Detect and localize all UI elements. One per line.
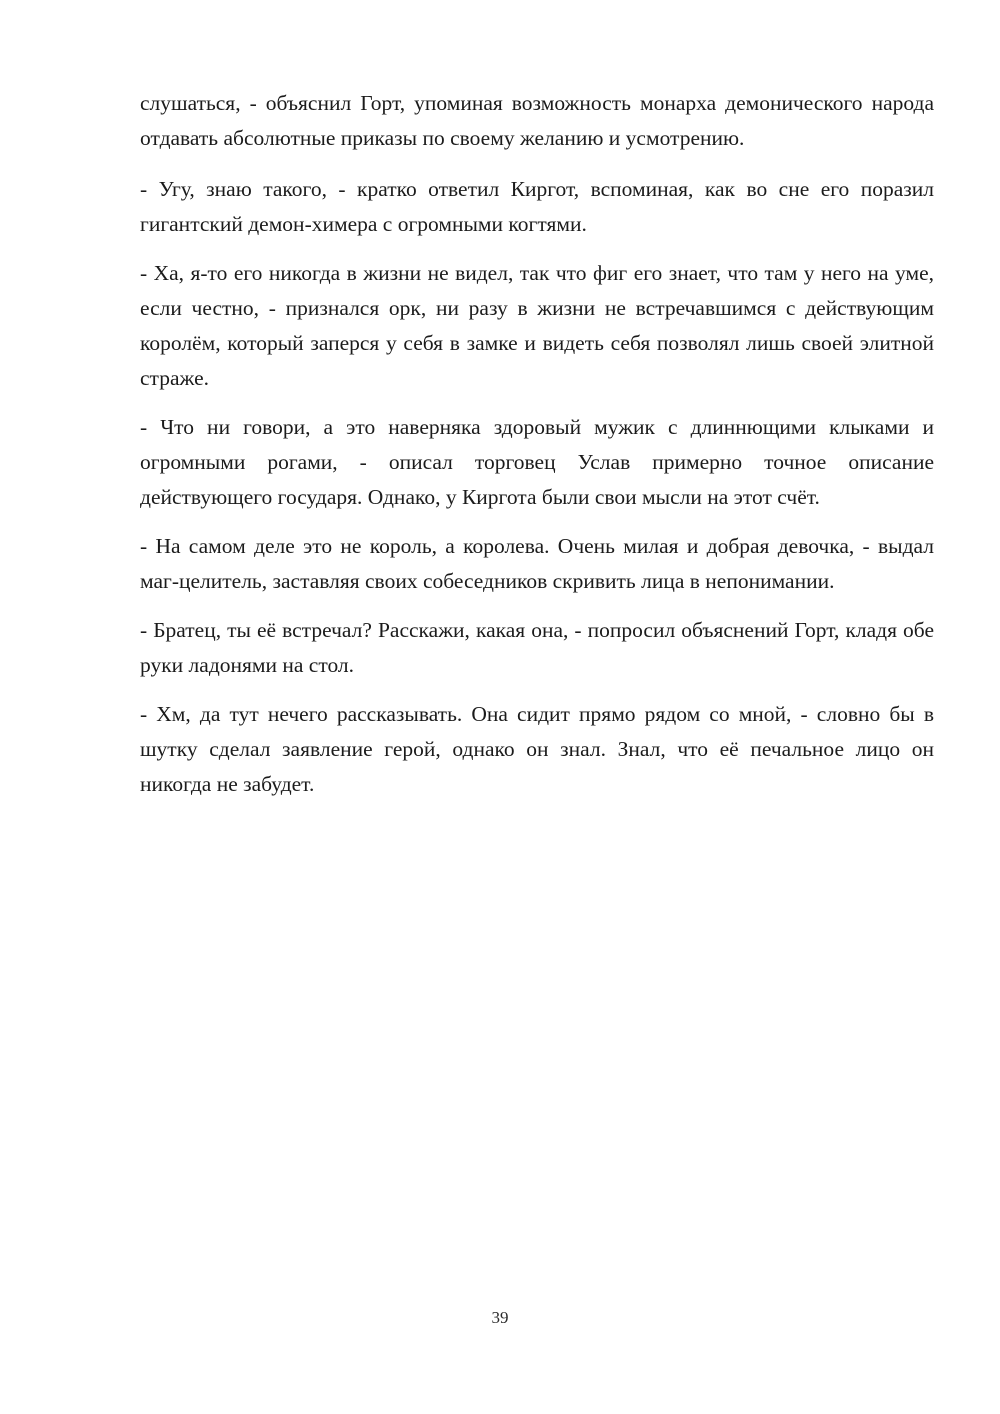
paragraph: - Что ни говори, а это наверняка здоровый мужик с длиннющими клыками и огромными рогами, - описал торговец Услав примерно точное описание действующего государя. Однако, у Киргота были свои мысли на этот счёт.	[140, 415, 934, 509]
page-text-body	[140, 86, 934, 816]
page-footer	[0, 1308, 1000, 1328]
paragraph: слушаться, - объяснил Горт, упоминая возможность монарха демонического народа отдавать абсолютные приказы по своему желанию и усмотрению.	[140, 91, 934, 150]
paragraph: - На самом деле это не король, а королева. Очень милая и добрая девочка, - выдал маг-целитель, заставляя своих собеседников скривить лица в непонимании.	[140, 534, 934, 593]
paragraph: - Ха, я-то его никогда в жизни не видел, так что фиг его знает, что там у него на уме, если честно, - признался орк, ни разу в жизни не встречавшимся с действующим королём, который заперся у себя в замке и видеть себя позволял лишь своей элитной страже.	[140, 261, 934, 390]
paragraph: - Братец, ты её встречал? Расскажи, какая она, - попросил объяснений Горт, кладя обе руки ладонями на стол.	[140, 618, 934, 677]
paragraph: - Угу, знаю такого, - кратко ответил Киргот, вспоминая, как во сне его поразил гигантский демон-химера с огромными когтями.	[140, 177, 934, 236]
page-number: 39	[491, 1308, 509, 1327]
paragraph: - Хм, да тут нечего рассказывать. Она сидит прямо рядом со мной, - словно бы в шутку сделал заявление герой, однако он знал. Знал, что её печальное лицо он никогда не забудет.	[140, 702, 934, 796]
